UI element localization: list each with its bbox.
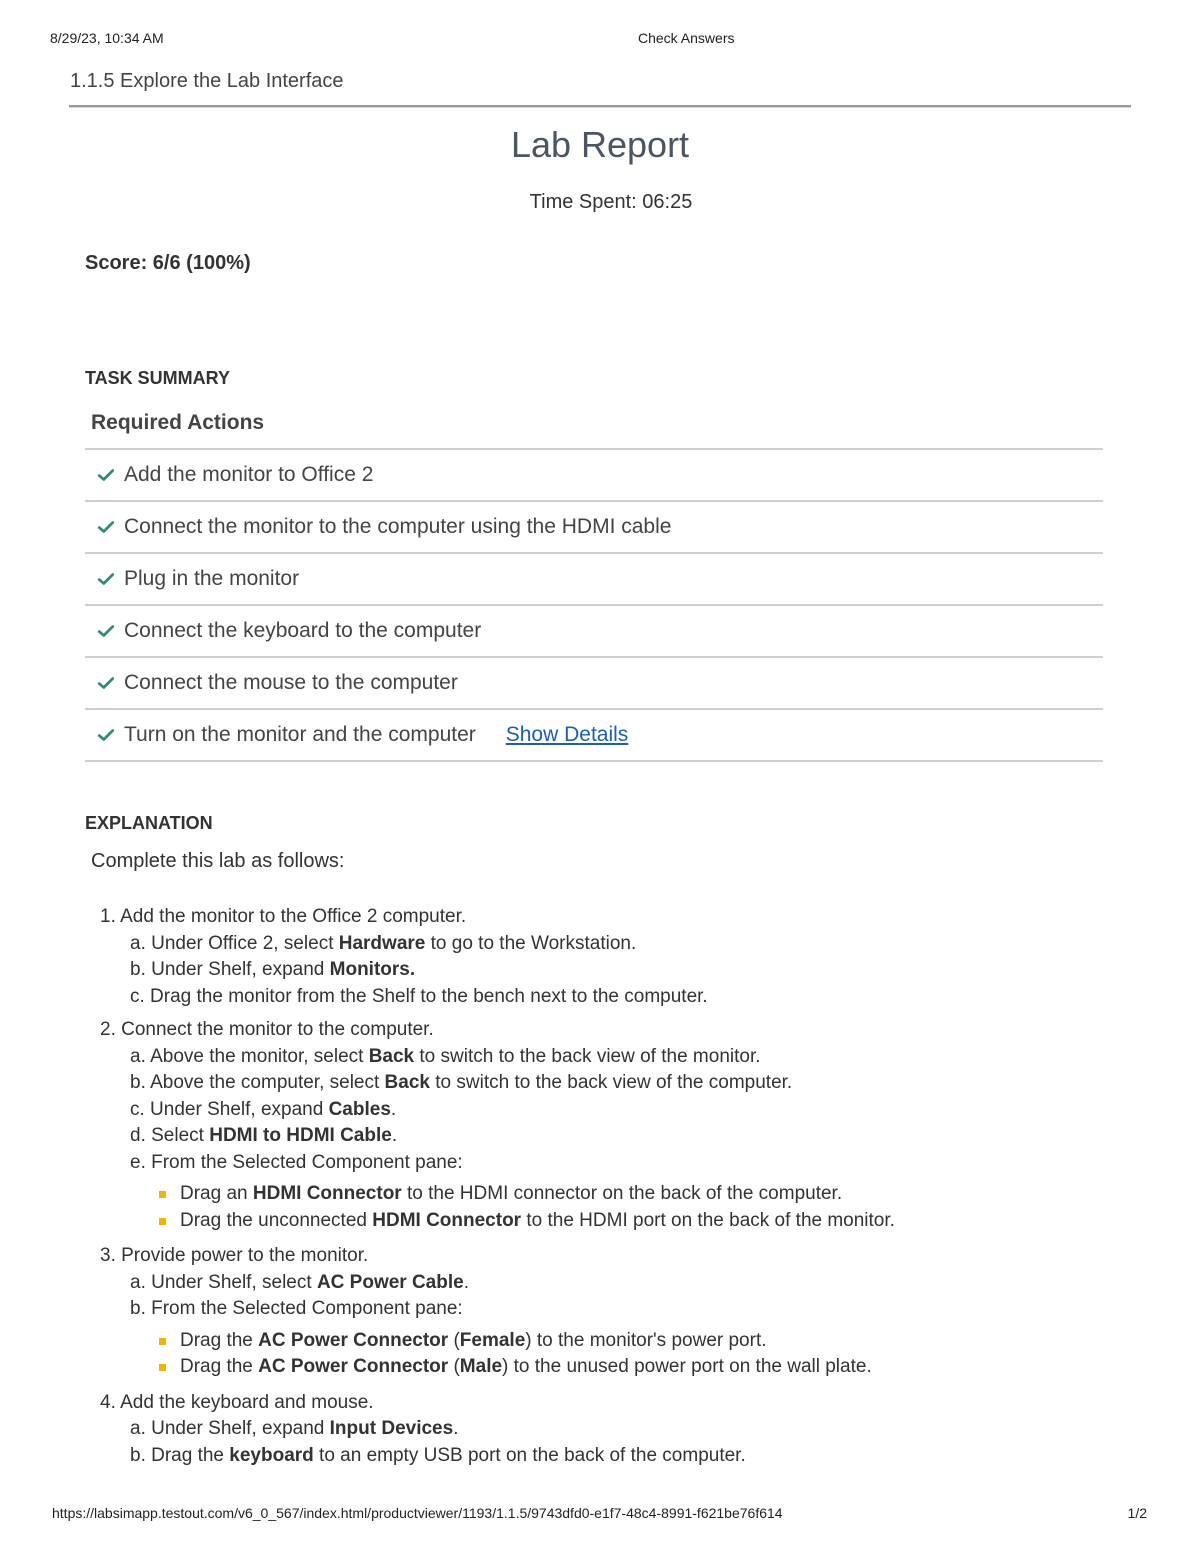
bullet-list bbox=[100, 1328, 1150, 1381]
checkmark-icon bbox=[97, 622, 115, 640]
checkmark-icon bbox=[97, 674, 115, 692]
lab-name: 1.1.5 Explore the Lab Interface bbox=[70, 70, 344, 92]
step-text: 2. Connect the monitor to the computer. bbox=[100, 1019, 434, 1040]
bullet-item: Drag the unconnected HDMI Connector to the HDMI port on the back of the monitor. bbox=[158, 1208, 1150, 1235]
action-row bbox=[85, 450, 1103, 502]
bullet-square-icon bbox=[159, 1191, 166, 1198]
step bbox=[100, 904, 1150, 1010]
required-actions-heading: Required Actions bbox=[91, 411, 265, 434]
print-date: 8/29/23, 10:34 AM bbox=[50, 30, 164, 46]
substep: b. Above the computer, select Back to switch to the back view of the computer. bbox=[130, 1072, 793, 1093]
action-row bbox=[85, 658, 1103, 710]
bullet-square-icon bbox=[159, 1338, 166, 1345]
step bbox=[100, 1390, 1150, 1470]
substep: c. Under Shelf, expand Cables. bbox=[130, 1098, 397, 1120]
show-details-link[interactable]: Show Details bbox=[505, 723, 629, 746]
action-row bbox=[85, 554, 1103, 606]
substep: c. Drag the monitor from the Shelf to the bench next to the computer. bbox=[130, 985, 708, 1007]
substep: d. Select HDMI to HDMI Cable. bbox=[130, 1125, 398, 1146]
substep: a. Under Office 2, select Hardware to go to the Workstation. bbox=[130, 932, 637, 954]
action-label: Connect the mouse to the computer bbox=[124, 671, 458, 694]
substep: a. Above the monitor, select Back to switch to the back view of the monitor. bbox=[130, 1045, 761, 1067]
bullet-item: Drag the AC Power Connector (Male) to the unused power port on the wall plate. bbox=[158, 1354, 1150, 1381]
required-actions-list bbox=[85, 448, 1103, 762]
bullet-square-icon bbox=[159, 1364, 166, 1371]
print-url: https://labsimapp.testout.com/v6_0_567/index.html/productviewer/1193/1.1.5/9743dfd0-e1f7-48c4-8991-f621be76f614 bbox=[52, 1505, 783, 1521]
bullet-list bbox=[100, 1181, 1150, 1234]
print-header bbox=[50, 30, 1147, 50]
task-summary-heading: TASK SUMMARY bbox=[85, 368, 230, 388]
substep: b. Drag the keyboard to an empty USB port on the back of the computer. bbox=[130, 1444, 746, 1466]
bullet-item: Drag the AC Power Connector (Female) to the monitor's power port. bbox=[158, 1328, 1150, 1355]
action-label: Turn on the monitor and the computer bbox=[124, 723, 476, 746]
action-label: Connect the keyboard to the computer bbox=[124, 619, 482, 642]
explanation-steps bbox=[100, 904, 1150, 1476]
checkmark-icon bbox=[97, 726, 115, 744]
checkmark-icon bbox=[97, 518, 115, 536]
checkmark-icon bbox=[97, 570, 115, 588]
action-label: Plug in the monitor bbox=[124, 567, 300, 590]
step bbox=[100, 1017, 1150, 1234]
substep: b. Under Shelf, expand Monitors. bbox=[130, 959, 416, 980]
bullet-item: Drag an HDMI Connector to the HDMI connector on the back of the computer. bbox=[158, 1181, 1150, 1208]
page-number: 1/2 bbox=[1127, 1505, 1147, 1521]
substep: b. From the Selected Component pane: bbox=[130, 1298, 463, 1319]
checkmark-icon bbox=[97, 466, 115, 484]
action-label: Add the monitor to Office 2 bbox=[124, 463, 374, 486]
print-title: Check Answers bbox=[638, 30, 735, 46]
bullet-square-icon bbox=[159, 1218, 166, 1225]
score: Score: 6/6 (100%) bbox=[85, 252, 251, 274]
action-label: Connect the monitor to the computer using the HDMI cable bbox=[124, 515, 672, 538]
substep: e. From the Selected Component pane: bbox=[130, 1151, 463, 1173]
step-text: 1. Add the monitor to the Office 2 computer. bbox=[100, 906, 467, 927]
step-text: 4. Add the keyboard and mouse. bbox=[100, 1391, 374, 1413]
step bbox=[100, 1243, 1150, 1381]
action-row bbox=[85, 502, 1103, 554]
action-row bbox=[85, 710, 1103, 762]
action-row bbox=[85, 606, 1103, 658]
time-spent: Time Spent: 06:25 bbox=[529, 191, 693, 213]
substep: a. Under Shelf, select AC Power Cable. bbox=[130, 1271, 469, 1293]
explanation-heading: EXPLANATION bbox=[85, 813, 213, 833]
explanation-intro: Complete this lab as follows: bbox=[91, 850, 345, 872]
substep: a. Under Shelf, expand Input Devices. bbox=[130, 1418, 459, 1439]
report-title: Lab Report bbox=[510, 124, 690, 165]
title-divider bbox=[69, 105, 1131, 108]
step-text: 3. Provide power to the monitor. bbox=[100, 1245, 369, 1266]
